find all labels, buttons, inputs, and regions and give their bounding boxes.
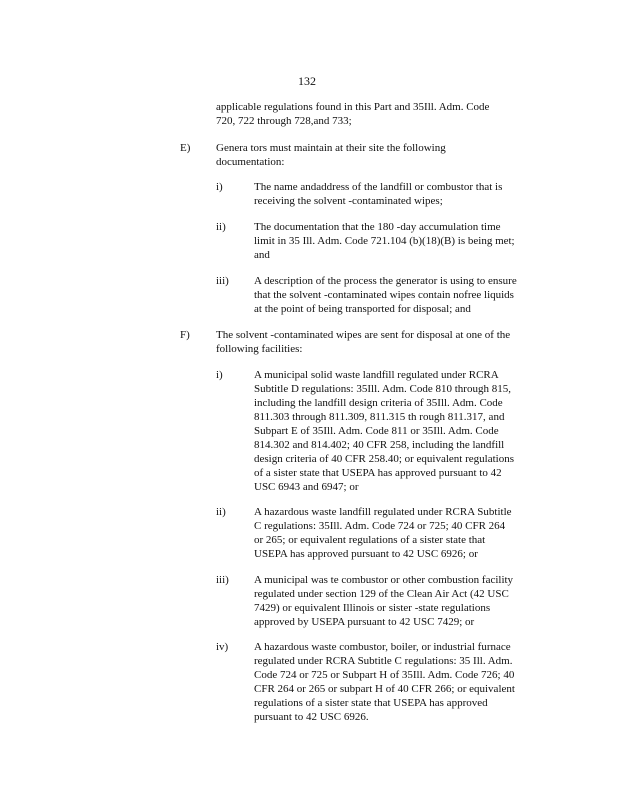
text-line: and [254, 249, 270, 261]
text-line: USEPA has approved pursuant to 42 USC 6926; or [254, 548, 478, 560]
text-line: regulations of a sister state that USEPA has approved [254, 697, 488, 709]
text-line: receiving the solvent -contaminated wipes; [254, 195, 443, 207]
item-label-e-ii: ii) [216, 221, 226, 233]
text-line: following facilities: [216, 343, 303, 355]
text-line: applicable regulations found in this Part and 35Ill. Adm. Code [216, 101, 490, 113]
text-line: CFR 264 or 265 or subpart H of 40 CFR 266; or equivalent [254, 683, 515, 695]
section-e-text [216, 141, 546, 169]
item-label-f-i: i) [216, 369, 223, 381]
text-line: A municipal was te combustor or other combustion facility [254, 574, 514, 586]
text-line: pursuant to 42 USC 6926. [254, 711, 369, 723]
section-label-f: F) [180, 329, 190, 341]
text-line: 7429) or equivalent Illinois or sister -state regulations [254, 602, 491, 614]
item-label-f-iv: iv) [216, 641, 229, 653]
text-line: The documentation that the 180 -day accumulation time [254, 221, 501, 233]
text-line: design criteria of 40 CFR 258.40; or equivalent regulations [254, 453, 514, 465]
text-line: that the solvent -contaminated wipes contain nofree liquids [254, 289, 514, 301]
text-line: 720, 722 through 728,and 733; [216, 115, 352, 127]
text-line: limit in 35 Ill. Adm. Code 721.104 (b)(18)(B) is being met; [254, 235, 515, 247]
text-line: regulated under section 129 of the Clean Air Act (42 USC [254, 588, 509, 600]
text-line: A municipal solid waste landfill regulated under RCRA [254, 369, 499, 381]
text-line: at the point of being transported for disposal; and [254, 303, 471, 315]
item-label-f-ii: ii) [216, 506, 226, 518]
intro-paragraph [216, 100, 546, 128]
section-f-text [216, 328, 546, 356]
text-line: including the landfill design criteria of 35Ill. Adm. Code [254, 397, 503, 409]
item-f-ii-text [254, 505, 544, 561]
text-line: or 265; or equivalent regulations of a sister state that [254, 534, 486, 546]
text-line: regulated under RCRA Subtitle C regulations: 35 Ill. Adm. [254, 655, 513, 667]
text-line: A description of the process the generator is using to ensure [254, 275, 517, 287]
text-line: USC 6943 and 6947; or [254, 481, 359, 493]
text-line: Subpart E of 35Ill. Adm. Code 811 or 35Ill. Adm. Code [254, 425, 499, 437]
text-line: 811.303 through 811.309, 811.315 th rough 811.317, and [254, 411, 505, 423]
item-label-f-iii: iii) [216, 574, 229, 586]
section-label-e: E) [180, 142, 191, 154]
text-line: C regulations: 35Ill. Adm. Code 724 or 725; 40 CFR 264 [254, 520, 506, 532]
text-line: A hazardous waste combustor, boiler, or industrial furnace [254, 641, 511, 653]
text-line: The name andaddress of the landfill or combustor that is [254, 181, 503, 193]
item-f-iii-text [254, 573, 544, 629]
item-f-i-text [254, 368, 544, 494]
text-line: The solvent -contaminated wipes are sent for disposal at one of the [216, 329, 511, 341]
text-line: documentation: [216, 156, 285, 168]
text-line: 814.302 and 814.402; 40 CFR 258, including the landfill [254, 439, 505, 451]
page-number: 132 [298, 74, 316, 88]
item-label-e-i: i) [216, 181, 223, 193]
item-label-e-iii: iii) [216, 275, 229, 287]
item-e-ii-text [254, 220, 544, 262]
item-e-i-text [254, 180, 544, 208]
text-line: Subtitle D regulations: 35Ill. Adm. Code 810 through 815, [254, 383, 511, 395]
text-line: Code 724 or 725 or Subpart H of 35Ill. Adm. Code 726; 40 [254, 669, 515, 681]
item-e-iii-text [254, 274, 544, 316]
item-f-iv-text [254, 640, 544, 724]
text-line: A hazardous waste landfill regulated under RCRA Subtitle [254, 506, 512, 518]
text-line: approved by USEPA pursuant to 42 USC 7429; or [254, 616, 475, 628]
text-line: Genera tors must maintain at their site the following [216, 142, 446, 154]
text-line: of a sister state that USEPA has approved pursuant to 42 [254, 467, 502, 479]
